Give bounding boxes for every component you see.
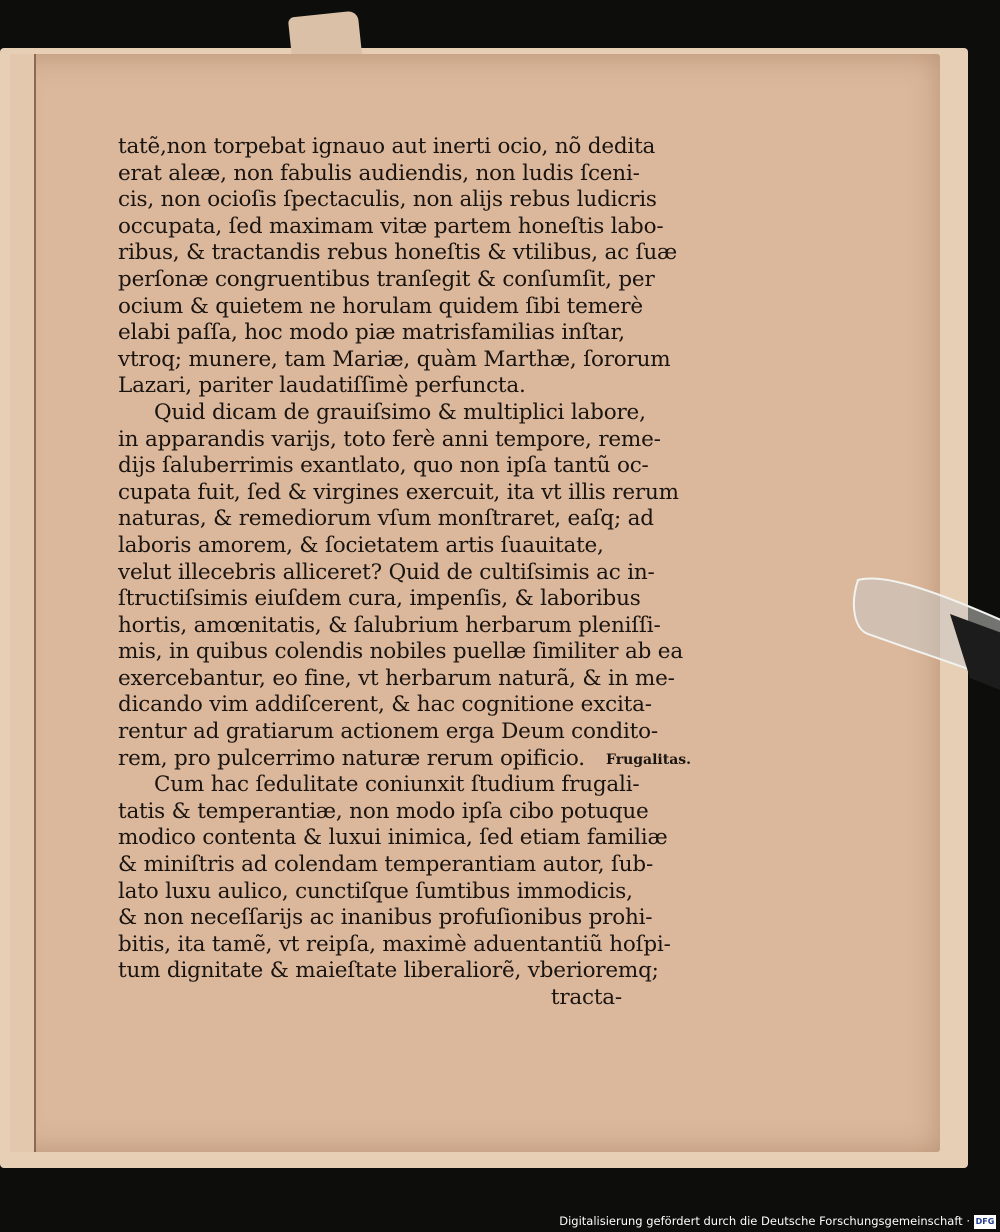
text-line: exercebantur, eo fine, vt herbarum naturã, & in me-	[118, 665, 675, 691]
text-line: velut illecebris alliceret? Quid de cultiſsimis ac in-	[118, 559, 655, 585]
text-line: tum dignitate & maieſtate liberaliorẽ, vberioremq;	[118, 958, 659, 984]
text-line: cis, non ocioſis ſpectaculis, non alijs rebus ludicris	[118, 187, 657, 213]
text-line: & non neceſſarijs ac inanibus profuſionibus prohi-	[118, 905, 653, 931]
marginal-note: Frugalitas.	[606, 752, 692, 768]
text-line: cupata fuit, ſed & virgines exercuit, ita vt illis rerum	[118, 479, 679, 505]
text-line: ſtructiſsimis eiuſdem cura, impenſis, & laboribus	[118, 586, 641, 612]
binding-edge	[10, 54, 36, 1152]
funding-credit: Digitalisierung gefördert durch die Deutsche Forschungsgemeinschaft ·	[559, 1214, 970, 1228]
text-line: Cum hac ſedulitate coniunxit ſtudium frugali-	[154, 772, 640, 798]
glass-weight-icon	[850, 574, 1000, 694]
text-line: erat aleæ, non fabulis audiendis, non ludis ſceni-	[118, 160, 640, 186]
text-line: & miniſtris ad colendam temperantiam autor, ſub-	[118, 852, 654, 878]
text-line: Lazari, pariter laudatiſſimè perfuncta.	[118, 373, 526, 399]
text-line: tatis & temperantiæ, non modo ipſa cibo potuque	[118, 798, 649, 824]
footer-bar	[0, 1210, 1000, 1232]
text-line: ocium & quietem ne horulam quidem ſibi temerè	[118, 293, 643, 319]
text-line: rentur ad gratiarum actionem erga Deum condito-	[118, 719, 658, 745]
text-line: Quid dicam de grauiſsimo & multiplici labore,	[154, 399, 646, 425]
text-line: perſonæ congruentibus tranſegit & conſumſit, per	[118, 266, 655, 292]
catchword: tracta-	[550, 985, 622, 1010]
text-line: mis, in quibus colendis nobiles puellæ ſimiliter ab ea	[118, 639, 683, 665]
text-line: modico contenta & luxui inimica, ſed etiam familiæ	[118, 825, 668, 851]
text-line: occupata, ſed maximam vitæ partem honeſtis labo-	[118, 213, 664, 239]
text-line: vtroq; munere, tam Mariæ, quàm Marthæ, ſororum	[118, 346, 671, 372]
text-line: elabi paſſa, hoc modo piæ matrisfamilias inſtar,	[118, 320, 625, 346]
text-line: laboris amorem, & ſocietatem artis ſuauitate,	[118, 532, 604, 558]
dfg-logo-icon: DFG	[974, 1215, 996, 1229]
text-line: tatẽ,non torpebat ignauo aut inerti ocio, nõ dedita	[118, 134, 656, 159]
text-line: lato luxu aulico, cunctiſque ſumtibus immodicis,	[118, 878, 633, 904]
text-line: hortis, amœnitatis, & ſalubrium herbarum pleniſſi-	[118, 612, 661, 638]
text-line: dijs ſaluberrimis exantlato, quo non ipſa tantũ oc-	[118, 453, 649, 479]
text-line: bitis, ita tamẽ, vt reipſa, maximè aduentantiũ hoſpi-	[118, 931, 671, 957]
text-line: dicando vim addiſcerent, & hac cognitione excita-	[118, 692, 652, 718]
text-line: ribus, & tractandis rebus honeſtis & vtilibus, ac ſuæ	[118, 240, 678, 266]
text-line: naturas, & remediorum vſum monſtraret, eaſq; ad	[118, 506, 654, 532]
text-line: rem, pro pulcerrimo naturæ rerum opificio.	[118, 745, 585, 771]
text-line: in apparandis varijs, toto ferè anni tempore, reme-	[118, 426, 661, 452]
